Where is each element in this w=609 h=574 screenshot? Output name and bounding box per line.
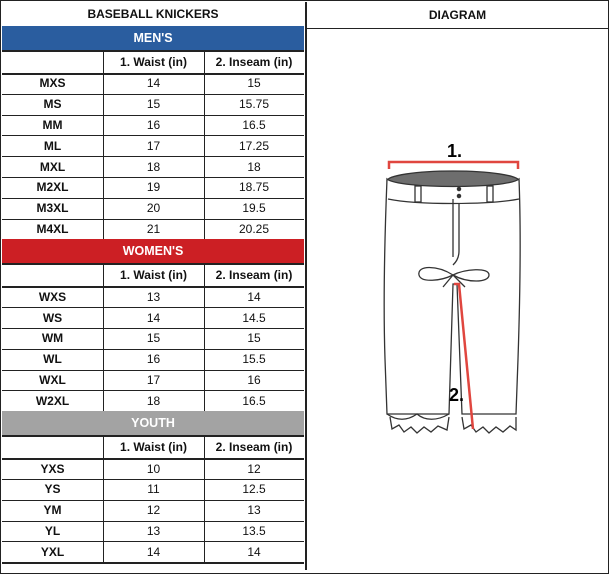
inseam-cell: 16.5 [242,393,266,408]
diagram-panel [305,2,608,570]
waist-cell: 13 [146,289,161,304]
waist-measure-label: 1. [447,141,463,161]
column-header-waist: 1. Waist (in) [120,54,187,69]
waist-measure-line [389,162,518,169]
inseam-cell: 14 [247,289,261,304]
inseam-cell: 12.5 [242,482,266,497]
inseam-cell: 15 [247,76,261,91]
waist-cell: 17 [146,372,161,387]
section-header: WOMEN'S [2,239,304,263]
waist-cell: 12 [146,503,161,518]
waist-cell: 13 [146,523,161,538]
size-cell: WXL [39,372,66,387]
inseam-cell: 15 [247,331,261,346]
column-header-inseam: 2. Inseam (in) [215,54,293,69]
inseam-cell: 17.25 [238,138,270,153]
inseam-cell: 13 [247,503,261,518]
size-cell: M3XL [36,201,69,216]
column-divider [204,263,205,411]
inseam-cell: 16.5 [242,117,266,132]
inseam-cell: 15.5 [242,352,266,367]
waist-cell: 14 [146,544,161,559]
size-cell: WL [43,352,62,367]
column-header-waist: 1. Waist (in) [120,267,187,282]
inseam-cell: 14 [247,544,261,559]
inseam-cell: 14.5 [242,310,266,325]
size-cell: MXL [39,159,66,174]
size-cell: WXS [38,289,67,304]
knickers-diagram [307,29,608,569]
column-header-inseam: 2. Inseam (in) [215,439,293,454]
section-header: MEN'S [2,26,304,50]
table-title: BASEBALL KNICKERS [87,7,219,21]
size-cell: YS [44,482,61,497]
size-cell: MM [42,117,63,132]
waist-cell: 15 [146,331,161,346]
header-size-blank [2,50,103,73]
waist-cell: 15 [146,97,161,112]
waist-cell: 16 [146,352,161,367]
diagram-title: DIAGRAM [307,2,608,29]
column-divider [103,263,104,411]
header-size-blank [2,435,103,458]
section-header: YOUTH [2,411,304,435]
waist-cell: 20 [146,201,161,216]
waist-cell: 18 [146,159,161,174]
waist-cell: 14 [146,76,161,91]
waist-cell: 18 [146,393,161,408]
inseam-cell: 18 [247,159,261,174]
inseam-cell: 18.75 [238,180,270,195]
waist-cell: 21 [146,221,161,236]
inseam-measure-label: 2. [449,385,465,405]
waist-cell: 17 [146,138,161,153]
column-divider [204,435,205,562]
header-size-blank [2,263,103,286]
size-cell: YM [43,503,62,518]
size-cell: YXS [40,461,65,476]
column-header-waist: 1. Waist (in) [120,439,187,454]
column-divider [103,435,104,562]
size-cell: YL [44,523,61,538]
size-cell: WM [41,331,64,346]
waist-cell: 14 [146,310,161,325]
size-cell: MS [43,97,62,112]
waist-cell: 16 [146,117,161,132]
inseam-cell: 12 [247,461,261,476]
waist-cell: 11 [147,482,160,497]
inseam-cell: 20.25 [238,221,270,236]
inseam-cell: 19.5 [242,201,266,216]
row-divider [2,562,304,564]
inseam-cell: 13.5 [242,523,266,538]
size-cell: ML [43,138,62,153]
inseam-cell: 15.75 [238,97,270,112]
size-cell: W2XL [35,393,70,408]
size-cell: MXS [39,76,66,91]
waist-cell: 10 [146,461,161,476]
column-divider [204,50,205,239]
column-divider [103,50,104,239]
size-cell: WS [42,310,63,325]
size-cell: M4XL [36,221,69,236]
waist-cell: 19 [146,180,161,195]
size-cell: YXL [40,544,65,559]
column-header-inseam: 2. Inseam (in) [215,267,293,282]
size-cell: M2XL [36,180,69,195]
inseam-cell: 16 [247,372,261,387]
